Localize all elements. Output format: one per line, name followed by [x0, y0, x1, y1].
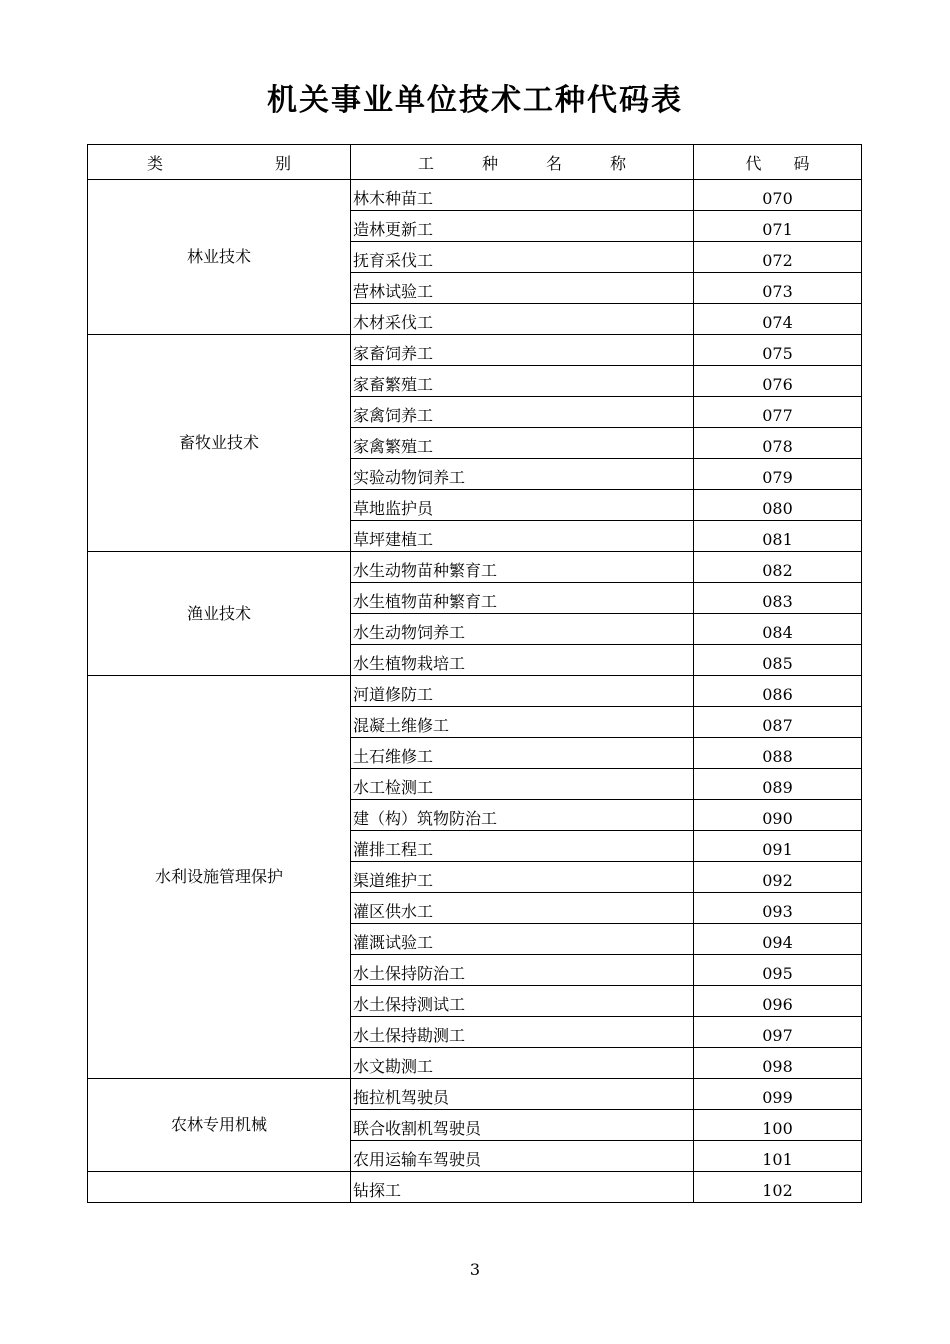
category-cell: 农林专用机械 [88, 1079, 351, 1172]
job-code-cell: 101 [694, 1141, 862, 1172]
job-code-cell: 071 [694, 211, 862, 242]
job-name-cell: 水生植物苗种繁育工 [351, 583, 694, 614]
job-name-cell: 营林试验工 [351, 273, 694, 304]
job-name-cell: 造林更新工 [351, 211, 694, 242]
job-code-cell: 076 [694, 366, 862, 397]
job-name-cell: 建（构）筑物防治工 [351, 800, 694, 831]
job-name-cell: 家禽繁殖工 [351, 428, 694, 459]
job-name-cell: 水生动物苗种繁育工 [351, 552, 694, 583]
job-name-cell: 灌排工程工 [351, 831, 694, 862]
job-code-cell: 082 [694, 552, 862, 583]
job-code-cell: 089 [694, 769, 862, 800]
table-row [88, 1172, 862, 1203]
job-code-cell: 080 [694, 490, 862, 521]
job-code-cell: 070 [694, 180, 862, 211]
job-name-cell: 家畜繁殖工 [351, 366, 694, 397]
table-row [88, 552, 862, 583]
table-body [88, 180, 862, 1203]
job-code-cell: 073 [694, 273, 862, 304]
job-name-cell: 草地监护员 [351, 490, 694, 521]
job-name-cell: 土石维修工 [351, 738, 694, 769]
job-code-cell: 091 [694, 831, 862, 862]
job-name-cell: 水文勘测工 [351, 1048, 694, 1079]
job-code-cell: 095 [694, 955, 862, 986]
job-code-cell: 083 [694, 583, 862, 614]
category-cell [88, 1172, 351, 1203]
job-name-cell: 混凝土维修工 [351, 707, 694, 738]
category-cell: 畜牧业技术 [88, 335, 351, 552]
page-number: 3 [469, 1260, 481, 1279]
job-name-cell: 水土保持测试工 [351, 986, 694, 1017]
header-category: 类 别 [88, 145, 351, 180]
job-code-cell: 078 [694, 428, 862, 459]
job-name-cell: 家畜饲养工 [351, 335, 694, 366]
job-code-cell: 085 [694, 645, 862, 676]
job-name-cell: 水土保持防治工 [351, 955, 694, 986]
category-cell: 林业技术 [88, 180, 351, 335]
job-code-cell: 075 [694, 335, 862, 366]
job-code-cell: 102 [694, 1172, 862, 1203]
table-row [88, 335, 862, 366]
job-code-cell: 079 [694, 459, 862, 490]
job-code-cell: 097 [694, 1017, 862, 1048]
job-code-cell: 098 [694, 1048, 862, 1079]
job-name-cell: 水生植物栽培工 [351, 645, 694, 676]
job-code-cell: 096 [694, 986, 862, 1017]
job-code-table [87, 144, 862, 1203]
job-name-cell: 拖拉机驾驶员 [351, 1079, 694, 1110]
job-name-cell: 抚育采伐工 [351, 242, 694, 273]
table-row [88, 676, 862, 707]
job-name-cell: 木材采伐工 [351, 304, 694, 335]
job-code-cell: 086 [694, 676, 862, 707]
header-job-name: 工 种 名 称 [351, 145, 694, 180]
job-name-cell: 水土保持勘测工 [351, 1017, 694, 1048]
table-header [88, 145, 862, 180]
job-code-cell: 077 [694, 397, 862, 428]
job-code-cell: 090 [694, 800, 862, 831]
job-code-cell: 092 [694, 862, 862, 893]
job-name-cell: 灌溉试验工 [351, 924, 694, 955]
job-name-cell: 渠道维护工 [351, 862, 694, 893]
job-name-cell: 联合收割机驾驶员 [351, 1110, 694, 1141]
job-name-cell: 河道修防工 [351, 676, 694, 707]
job-code-cell: 087 [694, 707, 862, 738]
job-code-cell: 088 [694, 738, 862, 769]
job-code-cell: 074 [694, 304, 862, 335]
job-code-cell: 072 [694, 242, 862, 273]
job-name-cell: 农用运输车驾驶员 [351, 1141, 694, 1172]
job-name-cell: 钻探工 [351, 1172, 694, 1203]
job-code-cell: 081 [694, 521, 862, 552]
job-code-cell: 093 [694, 893, 862, 924]
category-cell: 渔业技术 [88, 552, 351, 676]
table-row [88, 1079, 862, 1110]
job-name-cell: 水工检测工 [351, 769, 694, 800]
page-title: 机关事业单位技术工种代码表 [267, 83, 683, 118]
job-code-cell: 084 [694, 614, 862, 645]
job-name-cell: 家禽饲养工 [351, 397, 694, 428]
job-name-cell: 林木种苗工 [351, 180, 694, 211]
job-name-cell: 水生动物饲养工 [351, 614, 694, 645]
table-row [88, 180, 862, 211]
job-name-cell: 灌区供水工 [351, 893, 694, 924]
header-code: 代 码 [694, 145, 862, 180]
job-code-cell: 094 [694, 924, 862, 955]
job-code-cell: 100 [694, 1110, 862, 1141]
header-row [88, 145, 862, 180]
job-code-cell: 099 [694, 1079, 862, 1110]
category-cell: 水利设施管理保护 [88, 676, 351, 1079]
job-name-cell: 草坪建植工 [351, 521, 694, 552]
job-name-cell: 实验动物饲养工 [351, 459, 694, 490]
